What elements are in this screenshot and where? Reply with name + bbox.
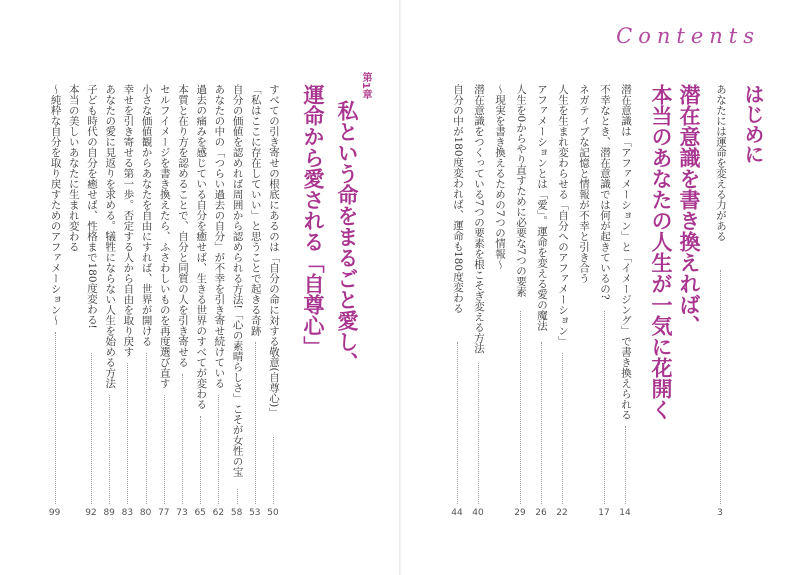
section1-leader bbox=[562, 353, 563, 505]
chapter1-entry-text: セルフイメージを書き換えたら、ふさわしいものを再度選び直す bbox=[158, 84, 171, 389]
section1-entry[interactable] bbox=[576, 84, 591, 504]
section1-entry-text: アファメーションとは「愛」。運命を変える愛の魔法 bbox=[536, 84, 548, 331]
book-spine bbox=[399, 0, 401, 575]
section1-leader bbox=[457, 342, 458, 504]
section1-leader bbox=[478, 363, 479, 504]
section1-entry-text: 〜現実を書き換えるための7つの情報〜 bbox=[494, 84, 506, 270]
chapter1-entry-text: 自分の価値を認めれば周囲から認められる方法!「心の素晴らしさ」こそが女性の宝 bbox=[231, 84, 244, 477]
section1-page-number: 26 bbox=[535, 508, 547, 518]
chapter1-page-number: 62 bbox=[212, 508, 225, 518]
chapter1-leader bbox=[55, 332, 56, 505]
intro-heading: はじめに bbox=[741, 84, 765, 164]
intro-entry[interactable] bbox=[713, 84, 728, 242]
chapter1-page-number: 80 bbox=[139, 508, 152, 518]
chapter1-leader bbox=[182, 374, 183, 505]
chapter1-entry-text: 過去の痛みを感じている自分を癒せば、生きる世界のすべてが変わる bbox=[195, 84, 208, 410]
section1-page-number: 29 bbox=[514, 508, 526, 518]
section1-page-number: 40 bbox=[472, 508, 484, 518]
chapter1-page-number: 92 bbox=[85, 508, 97, 518]
chapter1-leader bbox=[218, 395, 219, 505]
chapter1-page-number: 65 bbox=[194, 508, 206, 518]
section1-entry-text: 人生を生まれ変わらせる「自分へのアファメーション」 bbox=[557, 84, 569, 347]
section1-entry-text: 自分の中が180度変われば、運命も180度変わる bbox=[452, 84, 464, 314]
chapter1-leader bbox=[237, 489, 238, 504]
chapter1-heading-line2: 運命から愛される「自尊心」 bbox=[301, 84, 325, 357]
section1-heading-line2: 本当のあなたの人生が一気に花開く bbox=[649, 84, 673, 420]
chapter1-page-number: 53 bbox=[249, 508, 261, 518]
section1-leader bbox=[520, 311, 521, 505]
section1-entry-text: 潜在意識をつくっている7つの要素を根こそぎ変える方法 bbox=[473, 84, 485, 354]
chapter1-leader bbox=[200, 416, 201, 505]
chapter1-entry-text: 子ども時代の自分を癒せば、性格まで180度変わる! bbox=[86, 84, 98, 329]
chapter1-page-number: 58 bbox=[230, 508, 243, 518]
chapter1-label: 第1章 bbox=[360, 72, 371, 99]
chapter1-leader bbox=[109, 395, 110, 505]
chapter1-page-number: 89 bbox=[103, 508, 115, 518]
chapter1-entry-text: すべての引き寄せの根底にあるのは「自分の命に対する敬意(自尊心)」 bbox=[268, 84, 280, 418]
chapter1-entry-text: 幸せを引き寄せる第一歩。否定する人から自由を取り戻す bbox=[122, 84, 135, 357]
chapter1-entry-text: あなたの愛に見返りを求める。犠牲にならない人生を始める方法 bbox=[104, 84, 117, 389]
section1-entry-text: 潜在意識は「アファメーション」と「イメージング」で書き換えられる bbox=[620, 84, 632, 420]
section1-heading-line1: 潜在意識を書き換えれば、 bbox=[677, 84, 701, 336]
chapter1-page-number: 83 bbox=[121, 508, 134, 518]
chapter1-entry-text: 〜純粋な自分を取り戻すためのアファメーション〜 bbox=[49, 84, 62, 326]
chapter1-leader bbox=[127, 363, 128, 504]
chapter1-entry[interactable] bbox=[66, 84, 81, 504]
contents-title: Contents bbox=[616, 24, 760, 48]
chapter1-leader bbox=[273, 437, 274, 505]
chapter1-heading-line1: 私という命をまるごと愛し、 bbox=[335, 100, 359, 373]
section1-page-number: 44 bbox=[451, 508, 463, 518]
section1-leader bbox=[604, 311, 605, 505]
section1-page-number: 14 bbox=[619, 508, 631, 518]
chapter1-entry[interactable] bbox=[230, 84, 245, 504]
section1-entry-text: 不幸なとき、潜在意識では何が起きているの? bbox=[599, 84, 611, 300]
chapter1-page-number: 99 bbox=[48, 508, 61, 518]
chapter1-leader bbox=[91, 353, 92, 505]
chapter1-page-number: 50 bbox=[267, 508, 279, 518]
section1-page-number: 22 bbox=[556, 508, 568, 518]
chapter1-leader bbox=[146, 353, 147, 505]
section1-page-number: 17 bbox=[598, 508, 610, 518]
section1-entry-text: ネガティブな記憶と情報が不幸と引き合う bbox=[578, 84, 590, 284]
chapter1-entry-text: 本当の美しいあなたに生まれ変わる bbox=[67, 84, 80, 252]
chapter1-entry-text: 「私はここに存在していい」と思うことで起きる奇跡 bbox=[249, 84, 262, 336]
section1-entry[interactable] bbox=[492, 84, 507, 504]
intro-page: 3 bbox=[717, 508, 723, 518]
intro-leader bbox=[720, 270, 721, 504]
section1-entry-text: 人生を0からやり直すために必要な7つの要素 bbox=[515, 84, 527, 297]
chapter1-leader bbox=[255, 342, 256, 504]
section1-leader bbox=[625, 426, 626, 504]
chapter1-leader bbox=[164, 395, 165, 505]
chapter1-page-number: 73 bbox=[176, 508, 188, 518]
intro-entry-text: あなたには運命を変える力がある bbox=[715, 84, 727, 242]
chapter1-entry-text: あなたの中の「つらい過去の自分」が不幸を引き寄せ続けている bbox=[213, 84, 226, 389]
chapter1-entry-text: 本質と在り方を認めることで、自分と同質の人を引き寄せる bbox=[177, 84, 189, 368]
section1-leader bbox=[541, 342, 542, 504]
chapter1-page-number: 77 bbox=[158, 508, 170, 518]
chapter1-entry-text: 小さな価値観からあなたを自由にすれば、世界が開ける bbox=[140, 84, 153, 347]
